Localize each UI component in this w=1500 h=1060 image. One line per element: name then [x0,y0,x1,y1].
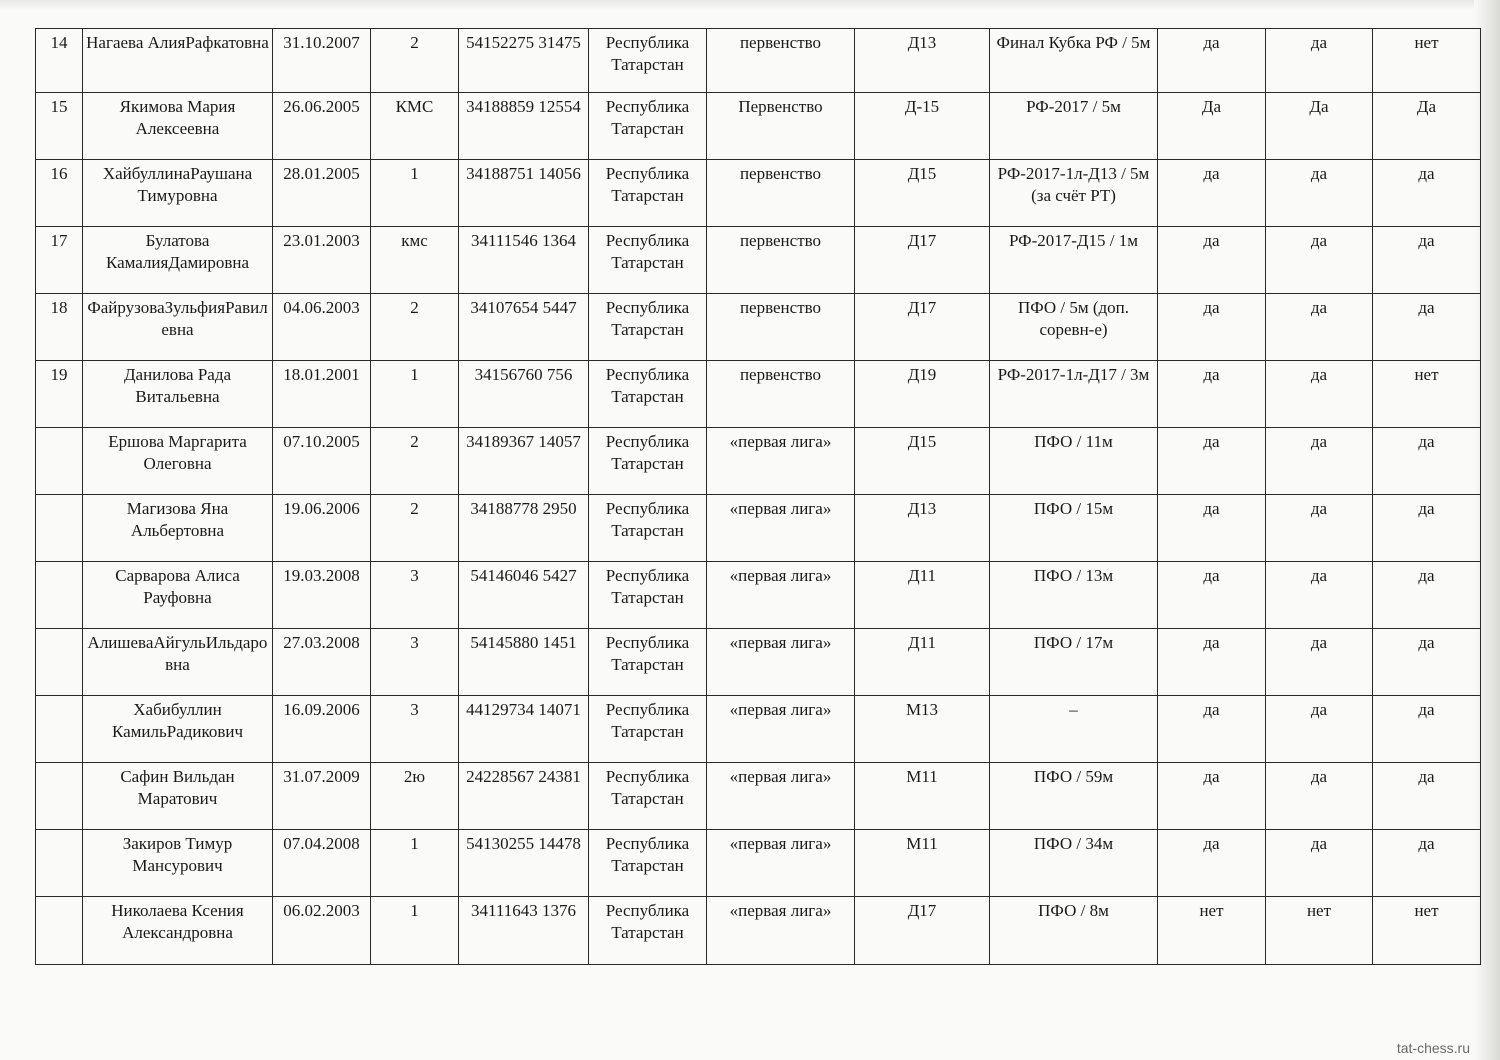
table-row [36,29,1481,93]
cell-result: РФ-2017-1л-Д17 / 3м [990,361,1158,428]
cell-flag-1: да [1158,361,1266,428]
cell-result: Финал Кубка РФ / 5м [990,29,1158,93]
cell-id: 44129734 14071 [459,696,589,763]
cell-flag-3: нет [1373,897,1481,965]
cell-flag-2: да [1266,763,1373,830]
cell-flag-3: нет [1373,361,1481,428]
cell-rank: кмс [371,227,459,294]
cell-birth-date: 07.10.2005 [273,428,371,495]
cell-flag-1: да [1158,160,1266,227]
cell-birth-date: 31.07.2009 [273,763,371,830]
cell-competition: «первая лига» [707,897,855,965]
cell-name: Магизова Яна Альбертовна [83,495,273,562]
cell-number [36,763,83,830]
cell-competition: Первенство [707,93,855,160]
cell-result: ПФО / 17м [990,629,1158,696]
cell-birth-date: 26.06.2005 [273,93,371,160]
cell-rank: 2 [371,495,459,562]
cell-number: 19 [36,361,83,428]
cell-flag-1: Да [1158,93,1266,160]
cell-id: 54130255 14478 [459,830,589,897]
cell-birth-date: 18.01.2001 [273,361,371,428]
cell-flag-3: нет [1373,29,1481,93]
cell-number: 16 [36,160,83,227]
cell-flag-2: Да [1266,93,1373,160]
cell-id: 34111546 1364 [459,227,589,294]
cell-id: 54152275 31475 [459,29,589,93]
cell-flag-1: да [1158,495,1266,562]
cell-result: ПФО / 13м [990,562,1158,629]
table-row [36,696,1481,763]
cell-rank: 3 [371,562,459,629]
cell-result: РФ-2017-Д15 / 1м [990,227,1158,294]
cell-flag-2: нет [1266,897,1373,965]
cell-name: Данилова Рада Витальевна [83,361,273,428]
cell-competition: «первая лига» [707,629,855,696]
cell-flag-2: да [1266,696,1373,763]
cell-birth-date: 19.06.2006 [273,495,371,562]
table-row [36,830,1481,897]
cell-flag-3: да [1373,495,1481,562]
cell-birth-date: 23.01.2003 [273,227,371,294]
cell-result: ПФО / 8м [990,897,1158,965]
cell-flag-1: нет [1158,897,1266,965]
cell-flag-3: да [1373,428,1481,495]
cell-age-group: Д17 [855,294,990,361]
cell-name: Николаева Ксения Александровна [83,897,273,965]
cell-age-group: Д17 [855,897,990,965]
cell-rank: 3 [371,696,459,763]
cell-rank: 2 [371,428,459,495]
cell-competition: «первая лига» [707,830,855,897]
cell-number: 17 [36,227,83,294]
cell-competition: первенство [707,29,855,93]
cell-id: 24228567 24381 [459,763,589,830]
cell-flag-1: да [1158,696,1266,763]
cell-name: Закиров Тимур Мансурович [83,830,273,897]
cell-flag-3: да [1373,830,1481,897]
cell-birth-date: 28.01.2005 [273,160,371,227]
cell-region: Республика Татарстан [589,361,707,428]
cell-result: ПФО / 11м [990,428,1158,495]
cell-age-group: М13 [855,696,990,763]
cell-rank: 1 [371,897,459,965]
cell-birth-date: 19.03.2008 [273,562,371,629]
cell-region: Республика Татарстан [589,562,707,629]
cell-flag-3: да [1373,294,1481,361]
cell-flag-2: да [1266,160,1373,227]
cell-name: Нагаева АлияРафкатовна [83,29,273,93]
cell-number [36,897,83,965]
cell-flag-1: да [1158,29,1266,93]
cell-name: Ершова Маргарита Олеговна [83,428,273,495]
cell-age-group: Д13 [855,29,990,93]
cell-rank: 3 [371,629,459,696]
cell-age-group: Д15 [855,428,990,495]
table-row [36,227,1481,294]
cell-birth-date: 07.04.2008 [273,830,371,897]
cell-id: 54145880 1451 [459,629,589,696]
cell-rank: 2 [371,294,459,361]
cell-name: Сарварова Алиса Рауфовна [83,562,273,629]
cell-competition: первенство [707,160,855,227]
cell-number [36,495,83,562]
cell-rank: 2 [371,29,459,93]
cell-region: Республика Татарстан [589,29,707,93]
cell-rank: 2ю [371,763,459,830]
cell-number: 14 [36,29,83,93]
cell-region: Республика Татарстан [589,897,707,965]
cell-competition: «первая лига» [707,562,855,629]
cell-rank: 1 [371,361,459,428]
cell-flag-2: да [1266,428,1373,495]
cell-flag-3: да [1373,629,1481,696]
cell-flag-2: да [1266,495,1373,562]
cell-name: Хабибуллин КамильРадикович [83,696,273,763]
cell-number [36,428,83,495]
cell-number [36,830,83,897]
cell-flag-1: да [1158,763,1266,830]
cell-region: Республика Татарстан [589,830,707,897]
cell-flag-2: да [1266,361,1373,428]
cell-age-group: Д13 [855,495,990,562]
cell-birth-date: 04.06.2003 [273,294,371,361]
cell-rank: КМС [371,93,459,160]
cell-region: Республика Татарстан [589,227,707,294]
cell-name: Якимова Мария Алексеевна [83,93,273,160]
cell-flag-1: да [1158,562,1266,629]
cell-number: 18 [36,294,83,361]
scan-edge-top [0,0,1500,10]
cell-result: РФ-2017 / 5м [990,93,1158,160]
cell-birth-date: 31.10.2007 [273,29,371,93]
cell-flag-1: да [1158,830,1266,897]
cell-id: 54146046 5427 [459,562,589,629]
cell-age-group: Д19 [855,361,990,428]
cell-name: Сафин Вильдан Маратович [83,763,273,830]
cell-flag-2: да [1266,562,1373,629]
cell-age-group: М11 [855,830,990,897]
cell-birth-date: 27.03.2008 [273,629,371,696]
cell-flag-2: да [1266,629,1373,696]
cell-age-group: М11 [855,763,990,830]
cell-id: 34188778 2950 [459,495,589,562]
cell-flag-1: да [1158,227,1266,294]
watermark: tat-chess.ru [1396,1040,1470,1056]
cell-age-group: Д17 [855,227,990,294]
table-body [36,29,1481,965]
cell-result: ПФО / 59м [990,763,1158,830]
table-row [36,93,1481,160]
cell-name: ФайрузоваЗульфияРавилевна [83,294,273,361]
table-row [36,294,1481,361]
cell-flag-2: да [1266,294,1373,361]
cell-number [36,629,83,696]
cell-flag-1: да [1158,294,1266,361]
cell-age-group: Д-15 [855,93,990,160]
cell-flag-3: да [1373,160,1481,227]
cell-competition: «первая лига» [707,763,855,830]
cell-id: 34107654 5447 [459,294,589,361]
cell-number [36,562,83,629]
cell-birth-date: 16.09.2006 [273,696,371,763]
cell-competition: первенство [707,294,855,361]
cell-region: Республика Татарстан [589,495,707,562]
cell-competition: «первая лига» [707,428,855,495]
participants-table [35,28,1481,965]
table-row [36,495,1481,562]
cell-flag-3: да [1373,763,1481,830]
cell-flag-2: да [1266,830,1373,897]
table-row [36,428,1481,495]
cell-name: АлишеваАйгульИльдаровна [83,629,273,696]
cell-competition: «первая лига» [707,696,855,763]
cell-result: ПФО / 15м [990,495,1158,562]
cell-region: Республика Татарстан [589,763,707,830]
cell-age-group: Д15 [855,160,990,227]
cell-competition: первенство [707,361,855,428]
cell-name: ХайбуллинаРаушана Тимуровна [83,160,273,227]
cell-rank: 1 [371,830,459,897]
cell-result: ПФО / 5м (доп. соревн-е) [990,294,1158,361]
cell-flag-2: да [1266,29,1373,93]
cell-region: Республика Татарстан [589,160,707,227]
cell-region: Республика Татарстан [589,294,707,361]
table-row [36,562,1481,629]
cell-number [36,696,83,763]
cell-flag-1: да [1158,428,1266,495]
cell-flag-3: Да [1373,93,1481,160]
cell-region: Республика Татарстан [589,696,707,763]
cell-flag-2: да [1266,227,1373,294]
table-row [36,763,1481,830]
table-row [36,629,1481,696]
cell-result: РФ-2017-1л-Д13 / 5м (за счёт РТ) [990,160,1158,227]
cell-flag-3: да [1373,696,1481,763]
table-row [36,897,1481,965]
cell-result: – [990,696,1158,763]
table-row [36,160,1481,227]
cell-competition: «первая лига» [707,495,855,562]
cell-id: 34189367 14057 [459,428,589,495]
cell-age-group: Д11 [855,629,990,696]
cell-age-group: Д11 [855,562,990,629]
cell-number: 15 [36,93,83,160]
cell-id: 34188751 14056 [459,160,589,227]
cell-name: Булатова КамалияДамировна [83,227,273,294]
cell-region: Республика Татарстан [589,428,707,495]
cell-region: Республика Татарстан [589,93,707,160]
cell-rank: 1 [371,160,459,227]
cell-flag-1: да [1158,629,1266,696]
cell-region: Республика Татарстан [589,629,707,696]
table-row [36,361,1481,428]
cell-id: 34111643 1376 [459,897,589,965]
cell-result: ПФО / 34м [990,830,1158,897]
cell-id: 34188859 12554 [459,93,589,160]
cell-competition: первенство [707,227,855,294]
cell-flag-3: да [1373,227,1481,294]
cell-id: 34156760 756 [459,361,589,428]
cell-flag-3: да [1373,562,1481,629]
cell-birth-date: 06.02.2003 [273,897,371,965]
